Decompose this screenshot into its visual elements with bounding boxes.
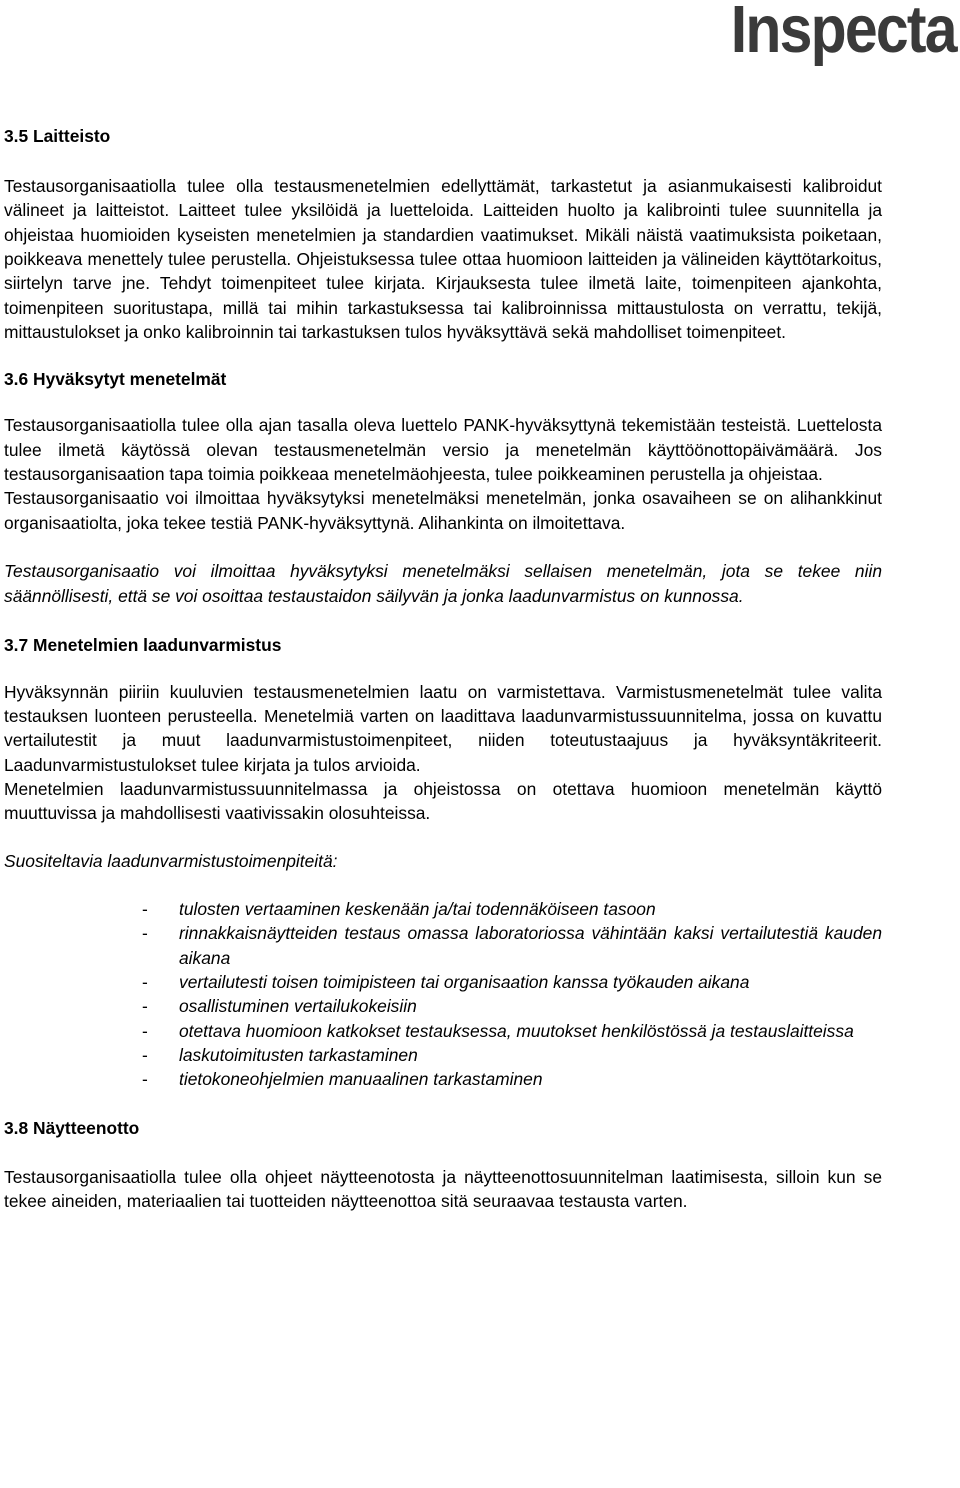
spacer <box>4 1092 882 1116</box>
inspecta-logo: Inspecta <box>730 0 956 67</box>
paragraph-3-6-b: Testausorganisaatio voi ilmoittaa hyväksytyksi menetelmäksi menetelmän, jonka osavaiheen se on alihankkinut organisaatiolta, joka tekee testiä PANK-hyväksyttynä. Alihankinta on ilmoitettava. <box>4 488 882 533</box>
list-item-text: laskutoimitusten tarkastaminen <box>179 1044 418 1065</box>
spacer <box>4 826 882 849</box>
heading-3-5: 3.5 Laitteisto <box>4 126 111 146</box>
document-body <box>4 124 882 1238</box>
dash-bullet: - <box>142 898 148 919</box>
spacer <box>4 391 882 413</box>
dash-bullet: - <box>142 1020 148 1041</box>
paragraph-3-5: Testausorganisaatiolla tulee olla testausmenetelmien edellyttämät, tarkastetut ja asianmukaisesti kalibroidut välineet ja laitteistot. Laitteet tulee yksilöidä ja luetteloida. Laitteiden huolto ja kalibrointi tulee suunnitella ja ohjeistaa huomioiden kyseisten menetelmien ja standardien vaatimukset. Mikäli näistä vaatimuksista poiketaan, poikkeava menettely tulee perustella. Ohjeistuksessa tulee ottaa huomioon laitteiden ja välineiden käyttötarkoitus, siirtelyn tarve jne. Tehdyt toimenpiteet tulee kirjata. Kirjauksesta tulee ilmetä laite, toimenpiteen ajankohta, toimenpiteen suoritustapa, millä tai mihin tarkastuksessa tai kalibroinnissa mittaustulosta on verrattu, tekijä, mittaustulokset ja onko kalibroinnin tai tarkastuksen tulos hyväksyttävä sekä mahdolliset toimenpiteet. <box>4 176 882 343</box>
heading-3-8: 3.8 Näytteenotto <box>4 1117 140 1138</box>
list-item-text: tietokoneohjelmien manuaalinen tarkastaminen <box>179 1069 543 1090</box>
dash-bullet: - <box>142 971 148 992</box>
dash-bullet: - <box>142 1044 148 1065</box>
paragraph-3-7-b: Menetelmien laadunvarmistussuunnitelmassa ja ohjeistossa on otettava huomioon menetelmän käyttö muuttuvissa ja mahdollisesti vaativissakin olosuhteissa. <box>4 778 882 824</box>
list-item-text: rinnakkaisnäytteiden testaus omassa laboratoriossa vähintään kaksi vertailutestiä kauden aikana <box>179 923 882 968</box>
spacer <box>4 1213 882 1237</box>
list-item <box>4 970 882 994</box>
spacer <box>4 608 882 632</box>
dash-bullet: - <box>142 923 148 944</box>
list-item-text: tulosten vertaaminen keskenään ja/tai todennäköiseen tasoon <box>179 898 656 919</box>
list-item-text: vertailutesti toisen toimipisteen tai organisaation kanssa työkauden aikana <box>179 971 750 992</box>
list-item <box>4 921 882 970</box>
paragraph-3-6-a: Testausorganisaatiolla tulee olla ajan tasalla oleva luettelo PANK-hyväksyttynä tekemistään testeistä. Luettelosta tulee ilmetä käytössä olevan testausmenetelmän versio ja menetelmän käyttöönottopäivämäärä. Jos testausorganisaation tapa toimia poikkeaa menetelmäohjeesta, tulee poikkeaminen perustella ja ohjeistaa. <box>4 415 882 485</box>
dash-bullet: - <box>142 996 148 1017</box>
paragraph-3-7-a: Hyväksynnän piiriin kuuluvien testausmenetelmien laatu on varmistettava. Varmistusmenetelmät tulee valita testauksen luonteen perusteella. Menetelmiä varten on laadittava laadunvarmistussuunnitelma, jossa on kuvattu vertailutestit ja muut laadunvarmistustoimenpiteet, niiden toteutustaajuus ja hyväksyntäkriteerit. Laadunvarmistustulokset tulee kirjata ja tulos arvioida. <box>4 681 882 775</box>
spacer <box>4 535 882 559</box>
list-item <box>4 994 882 1018</box>
heading-3-7: 3.7 Menetelmien laadunvarmistus <box>4 634 282 655</box>
list-item-text: osallistuminen vertailukokeisiin <box>179 996 417 1017</box>
paragraph-3-8-a: Testausorganisaatiolla tulee olla ohjeet näytteenotosta ja näytteenottosuunnitelman laatimisesta, silloin kun se tekee aineiden, materiaalien tai tuotteiden näytteenottoa sitä seuraavaa testausta varten. <box>4 1166 882 1211</box>
spacer <box>4 873 882 897</box>
spacer <box>4 657 882 680</box>
list-item <box>4 1043 882 1067</box>
list-item <box>4 897 882 921</box>
list-item-text: otettava huomioon katkokset testauksessa, muutokset henkilöstössä ja testauslaitteissa <box>179 1020 854 1041</box>
list-item <box>4 1067 882 1091</box>
spacer <box>4 344 882 367</box>
spacer <box>4 148 882 174</box>
paragraph-3-6-c: Testausorganisaatio voi ilmoittaa hyväksytyksi menetelmäksi sellaisen menetelmän, jota se tekee niin säännöllisesti, että se voi osoittaa testaustaidon säilyvän ja jonka laadunvarmistus on kunnossa. <box>4 561 882 606</box>
list-item <box>4 1019 882 1043</box>
list-title: Suositeltavia laadunvarmistustoimenpiteitä: <box>4 850 338 871</box>
spacer <box>4 1140 882 1165</box>
quality-measures-list <box>4 897 882 1092</box>
dash-bullet: - <box>142 1069 148 1090</box>
heading-3-6: 3.6 Hyväksytyt menetelmät <box>4 369 227 390</box>
